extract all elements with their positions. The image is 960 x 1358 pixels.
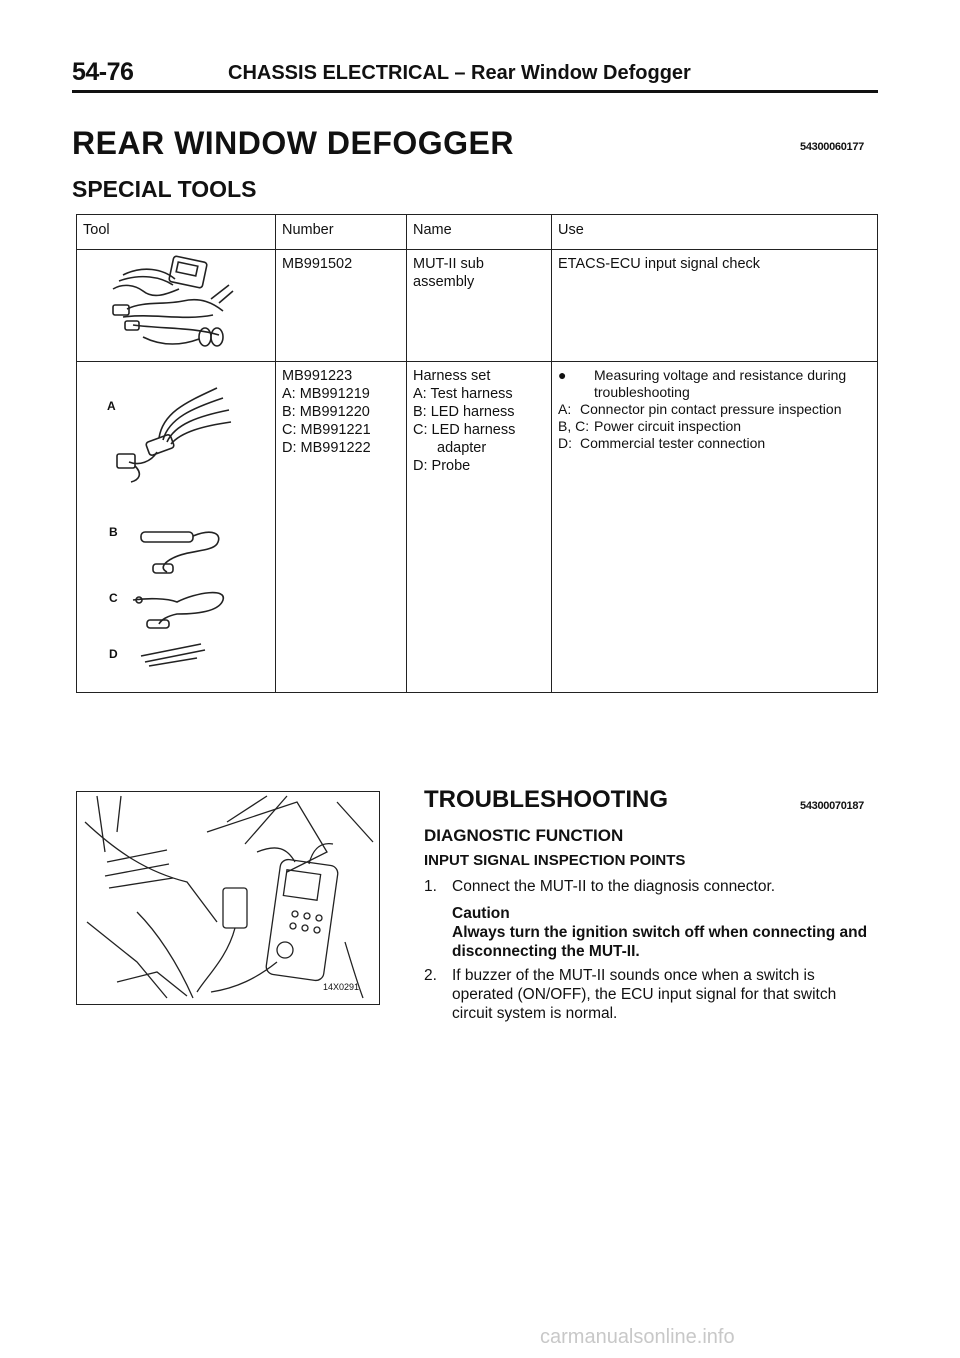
use-mut: ETACS-ECU input signal check bbox=[552, 250, 878, 362]
mut-ii-connection-figure bbox=[76, 791, 380, 1005]
page-number: 54-76 bbox=[72, 58, 134, 86]
tool-label-b: B bbox=[109, 525, 118, 539]
table-row bbox=[77, 362, 878, 693]
name-line: D: Probe bbox=[413, 458, 471, 474]
use-line bbox=[558, 418, 871, 435]
mut-ii-tool-illustration bbox=[83, 255, 253, 351]
number-line: A: MB991219 bbox=[282, 386, 370, 402]
use-d-text: Commercial tester connection bbox=[580, 435, 766, 451]
page-title: REAR WINDOW DEFOGGER bbox=[72, 125, 514, 161]
number-line: MB991223 bbox=[282, 368, 353, 384]
bullet-icon: ● bbox=[558, 367, 567, 383]
step-text: Connect the MUT-II to the diagnosis connector. bbox=[452, 878, 776, 895]
use-line bbox=[558, 435, 871, 452]
name-line: B: LED harness bbox=[413, 404, 515, 420]
input-signal-heading: INPUT SIGNAL INSPECTION POINTS bbox=[424, 852, 686, 869]
step-2 bbox=[424, 966, 884, 1026]
number-line: C: MB991221 bbox=[282, 422, 371, 438]
dashboard-connector-illustration bbox=[77, 792, 379, 1004]
special-tools-heading: SPECIAL TOOLS bbox=[72, 176, 257, 202]
use-line bbox=[558, 401, 871, 418]
use-a-text: Connector pin contact pressure inspection bbox=[580, 401, 842, 417]
troubleshooting-heading: TROUBLESHOOTING bbox=[424, 786, 668, 813]
tool-label-d: D bbox=[109, 647, 118, 661]
table-row bbox=[77, 250, 878, 362]
title-code: 54300060177 bbox=[800, 141, 864, 153]
name-mut-line: assembly bbox=[413, 274, 475, 290]
section-title: CHASSIS ELECTRICAL – Rear Window Defogger bbox=[228, 62, 691, 84]
number-line: D: MB991222 bbox=[282, 440, 371, 456]
name-mut-line: MUT-II sub bbox=[413, 256, 484, 272]
tool-image-harness bbox=[77, 362, 276, 693]
troubleshooting-code: 54300070187 bbox=[800, 800, 864, 812]
name-mut bbox=[407, 250, 552, 362]
header-number: Number bbox=[276, 215, 407, 250]
name-line: Harness set bbox=[413, 368, 491, 384]
tool-label-a: A bbox=[107, 399, 116, 413]
name-line: C: LED harness bbox=[413, 422, 516, 438]
caution-text: Always turn the ignition switch off when connecting and disconnecting the MUT-II. bbox=[452, 924, 868, 960]
header-name: Name bbox=[407, 215, 552, 250]
step-number: 2. bbox=[424, 967, 437, 984]
number-mut: MB991502 bbox=[276, 250, 407, 362]
use-d-label: D: bbox=[558, 435, 572, 451]
name-line: adapter bbox=[437, 440, 487, 456]
tool-image-mut bbox=[77, 250, 276, 362]
use-bc-text: Power circuit inspection bbox=[594, 418, 742, 434]
diagnostic-function-heading: DIAGNOSTIC FUNCTION bbox=[424, 826, 624, 845]
tool-label-c: C bbox=[109, 591, 118, 605]
harness-set-illustration bbox=[77, 362, 263, 692]
use-harness bbox=[552, 362, 878, 693]
name-line: A: Test harness bbox=[413, 386, 513, 402]
watermark: carmanualsonline.info bbox=[540, 1326, 735, 1348]
caution-block bbox=[452, 904, 882, 961]
step-1 bbox=[424, 877, 884, 899]
step-text: If buzzer of the MUT-II sounds once when a switch is operated (ON/OFF), the ECU input signal for that switch circuit system is normal. bbox=[452, 967, 837, 1022]
header-tool: Tool bbox=[77, 215, 276, 250]
header-use: Use bbox=[552, 215, 878, 250]
number-harness bbox=[276, 362, 407, 693]
special-tools-table bbox=[76, 214, 878, 693]
use-line: troubleshooting bbox=[594, 384, 690, 400]
name-harness bbox=[407, 362, 552, 693]
use-a-label: A: bbox=[558, 401, 572, 417]
table-header-row bbox=[77, 215, 878, 250]
caution-title: Caution bbox=[452, 905, 510, 922]
figure-code: 14X0291 bbox=[323, 982, 360, 992]
use-line bbox=[558, 367, 871, 384]
use-bullet-text: Measuring voltage and resistance during bbox=[594, 367, 847, 383]
use-bc-label: B, C: bbox=[558, 418, 590, 434]
number-line: B: MB991220 bbox=[282, 404, 370, 420]
header-rule bbox=[72, 90, 878, 93]
step-number: 1. bbox=[424, 878, 437, 895]
